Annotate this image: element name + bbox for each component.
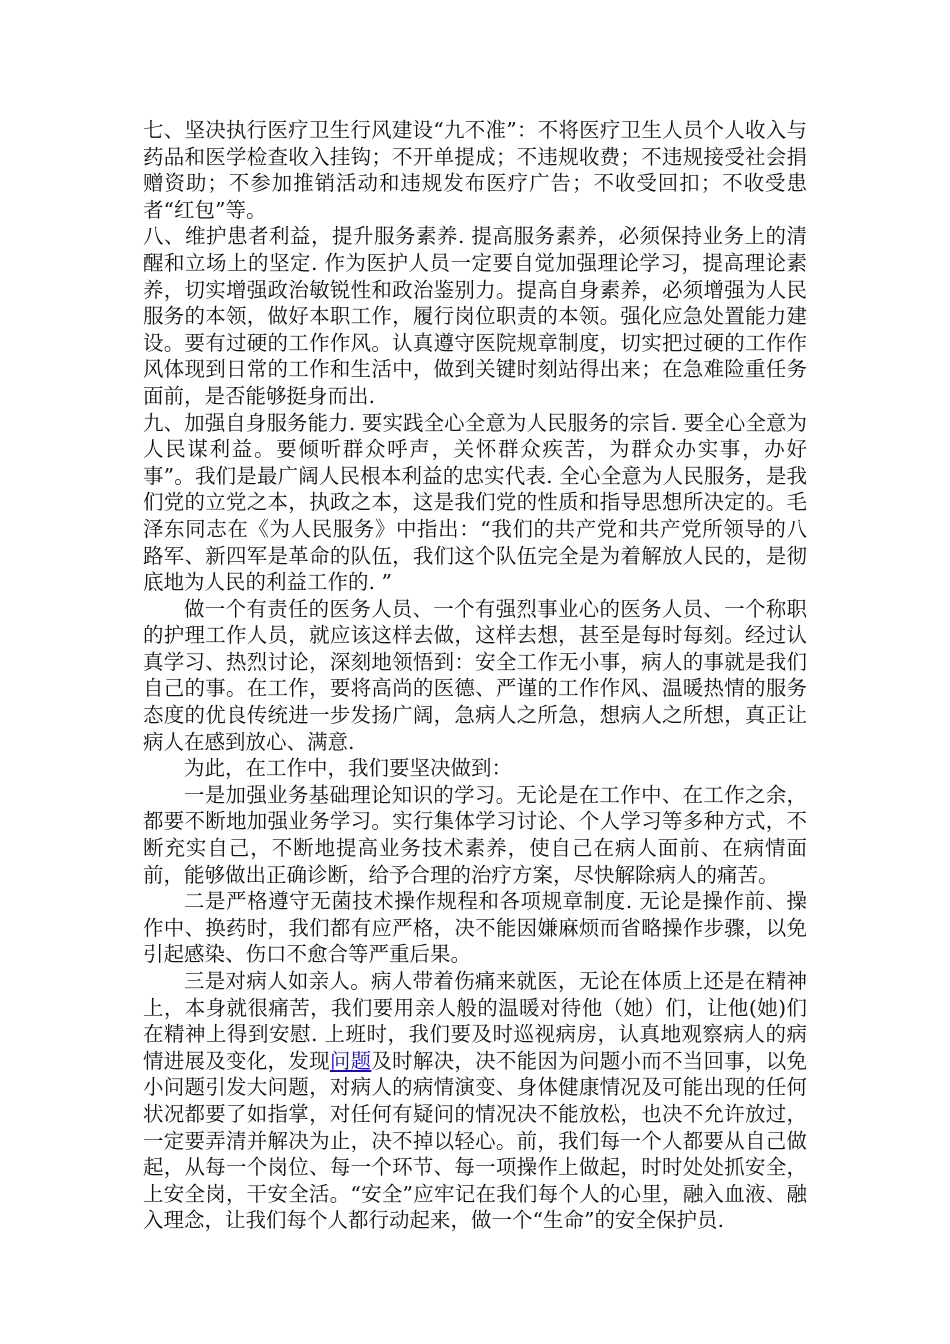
paragraph-nine: 九、加强自身服务能力. 要实践全心全意为人民服务的宗旨. 要全心全意为人民谋利益。要倾听群众呼声，关怀群众疾苦，为群众办实事，办好事”。我们是最广阔人民根本利益的忠实代表. 全心全意为人民服务，是我们党的立党之本，执政之本，这是我们党的性质和指导思想所决定的。毛泽东同志在《为人民服务》中指出：“我们的共产党和共产党所领导的八路军、新四军是革命的队伍，我们这个队伍完全是为着解放人民的，是彻底地为人民的利益工作的. ”: [143, 410, 807, 595]
paragraph-responsibility: 做一个有责任的医务人员、一个有强烈事业心的医务人员、一个称职的护理工作人员，就应该这样去做，这样去想，甚至是每时每刻。经过认真学习、热烈讨论，深刻地领悟到：安全工作无小事，病人的事就是我们自己的事。在工作，要将高尚的医德、严谨的工作作风、温暖热情的服务态度的优良传统进一步发扬广阔，急病人之所急，想病人之所想，真正让病人在感到放心、满意.: [143, 596, 807, 754]
paragraph-commitment-intro: 为此，在工作中，我们要坚决做到：: [184, 756, 512, 781]
paragraph-point-three: [143, 968, 807, 1234]
paragraph-point-two: 二是严格遵守无菌技术操作规程和各项规章制度. 无论是操作前、操作中、换药时，我们都有应严格，决不能因嫌麻烦而省略操作步骤，以免引起感染、伤口不愈合等严重后果。: [143, 889, 807, 967]
document-body: [143, 117, 807, 1234]
point-three-text-after: 及时解决，决不能因为问题小而不当回事，以免小问题引发大问题，对病人的病情演变、身体健康情况及可能出现的任何状况都要了如指掌，对任何有疑问的情况决不能放松，也决不允许放过，一定要弄清并解决为止，决不掉以轻心。前，我们每一个人都要从自己做起，从每一个岗位、每一个环节、每一项操作上做起，时时处处抓安全，上安全岗，干安全活。“安全”应牢记在我们每个人的心里，融入血液、融入理念，让我们每个人都行动起来，做一个“生命”的安全保护员.: [143, 1048, 808, 1233]
point-three-text-before: 三是对病人如亲人。病人带着伤痛来就医，无论在体质上还是在精神上，本身就很痛苦，我们要用亲人般的温暖对待他（她）们，让他(她)们在精神上得到安慰. 上班时，我们要及时巡视病房，认真地观察病人的病情进展及变化，发现: [143, 969, 807, 1073]
paragraph-eight: 八、维护患者利益，提升服务素养. 提高服务素养，必须保持业务上的清醒和立场上的坚定. 作为医护人员一定要自觉加强理论学习，提高理论素养，切实增强政治敏锐性和政治鉴别力。提高自身素养，必须增强为人民服务的本领，做好本职工作，履行岗位职责的本领。强化应急处置能力建设。要有过硬的工作作风。认真遵守医院规章制度，切实把过硬的工作作风体现到日常的工作和生活中，做到关键时刻站得出来；在急难险重任务面前，是否能够挺身而出.: [143, 224, 807, 408]
problem-link[interactable]: 问题: [329, 1048, 372, 1073]
paragraph-point-one: 一是加强业务基础理论知识的学习。无论是在工作中、在工作之余，都要不断地加强业务学习。实行集体学习讨论、个人学习等多种方式，不断充实自己，不断地提高业务技术素养，使自己在病人面前、在病情面前，能够做出正确诊断，给予合理的治疗方案，尽快解除病人的痛苦。: [143, 782, 807, 887]
paragraph-seven: 七、坚决执行医疗卫生行风建设“九不准”：不将医疗卫生人员个人收入与药品和医学检查收入挂钩；不开单提成；不违规收费；不违规接受社会捐赠资助；不参加推销活动和违规发布医疗广告；不收受回扣；不收受患者“红包”等。: [143, 118, 807, 222]
